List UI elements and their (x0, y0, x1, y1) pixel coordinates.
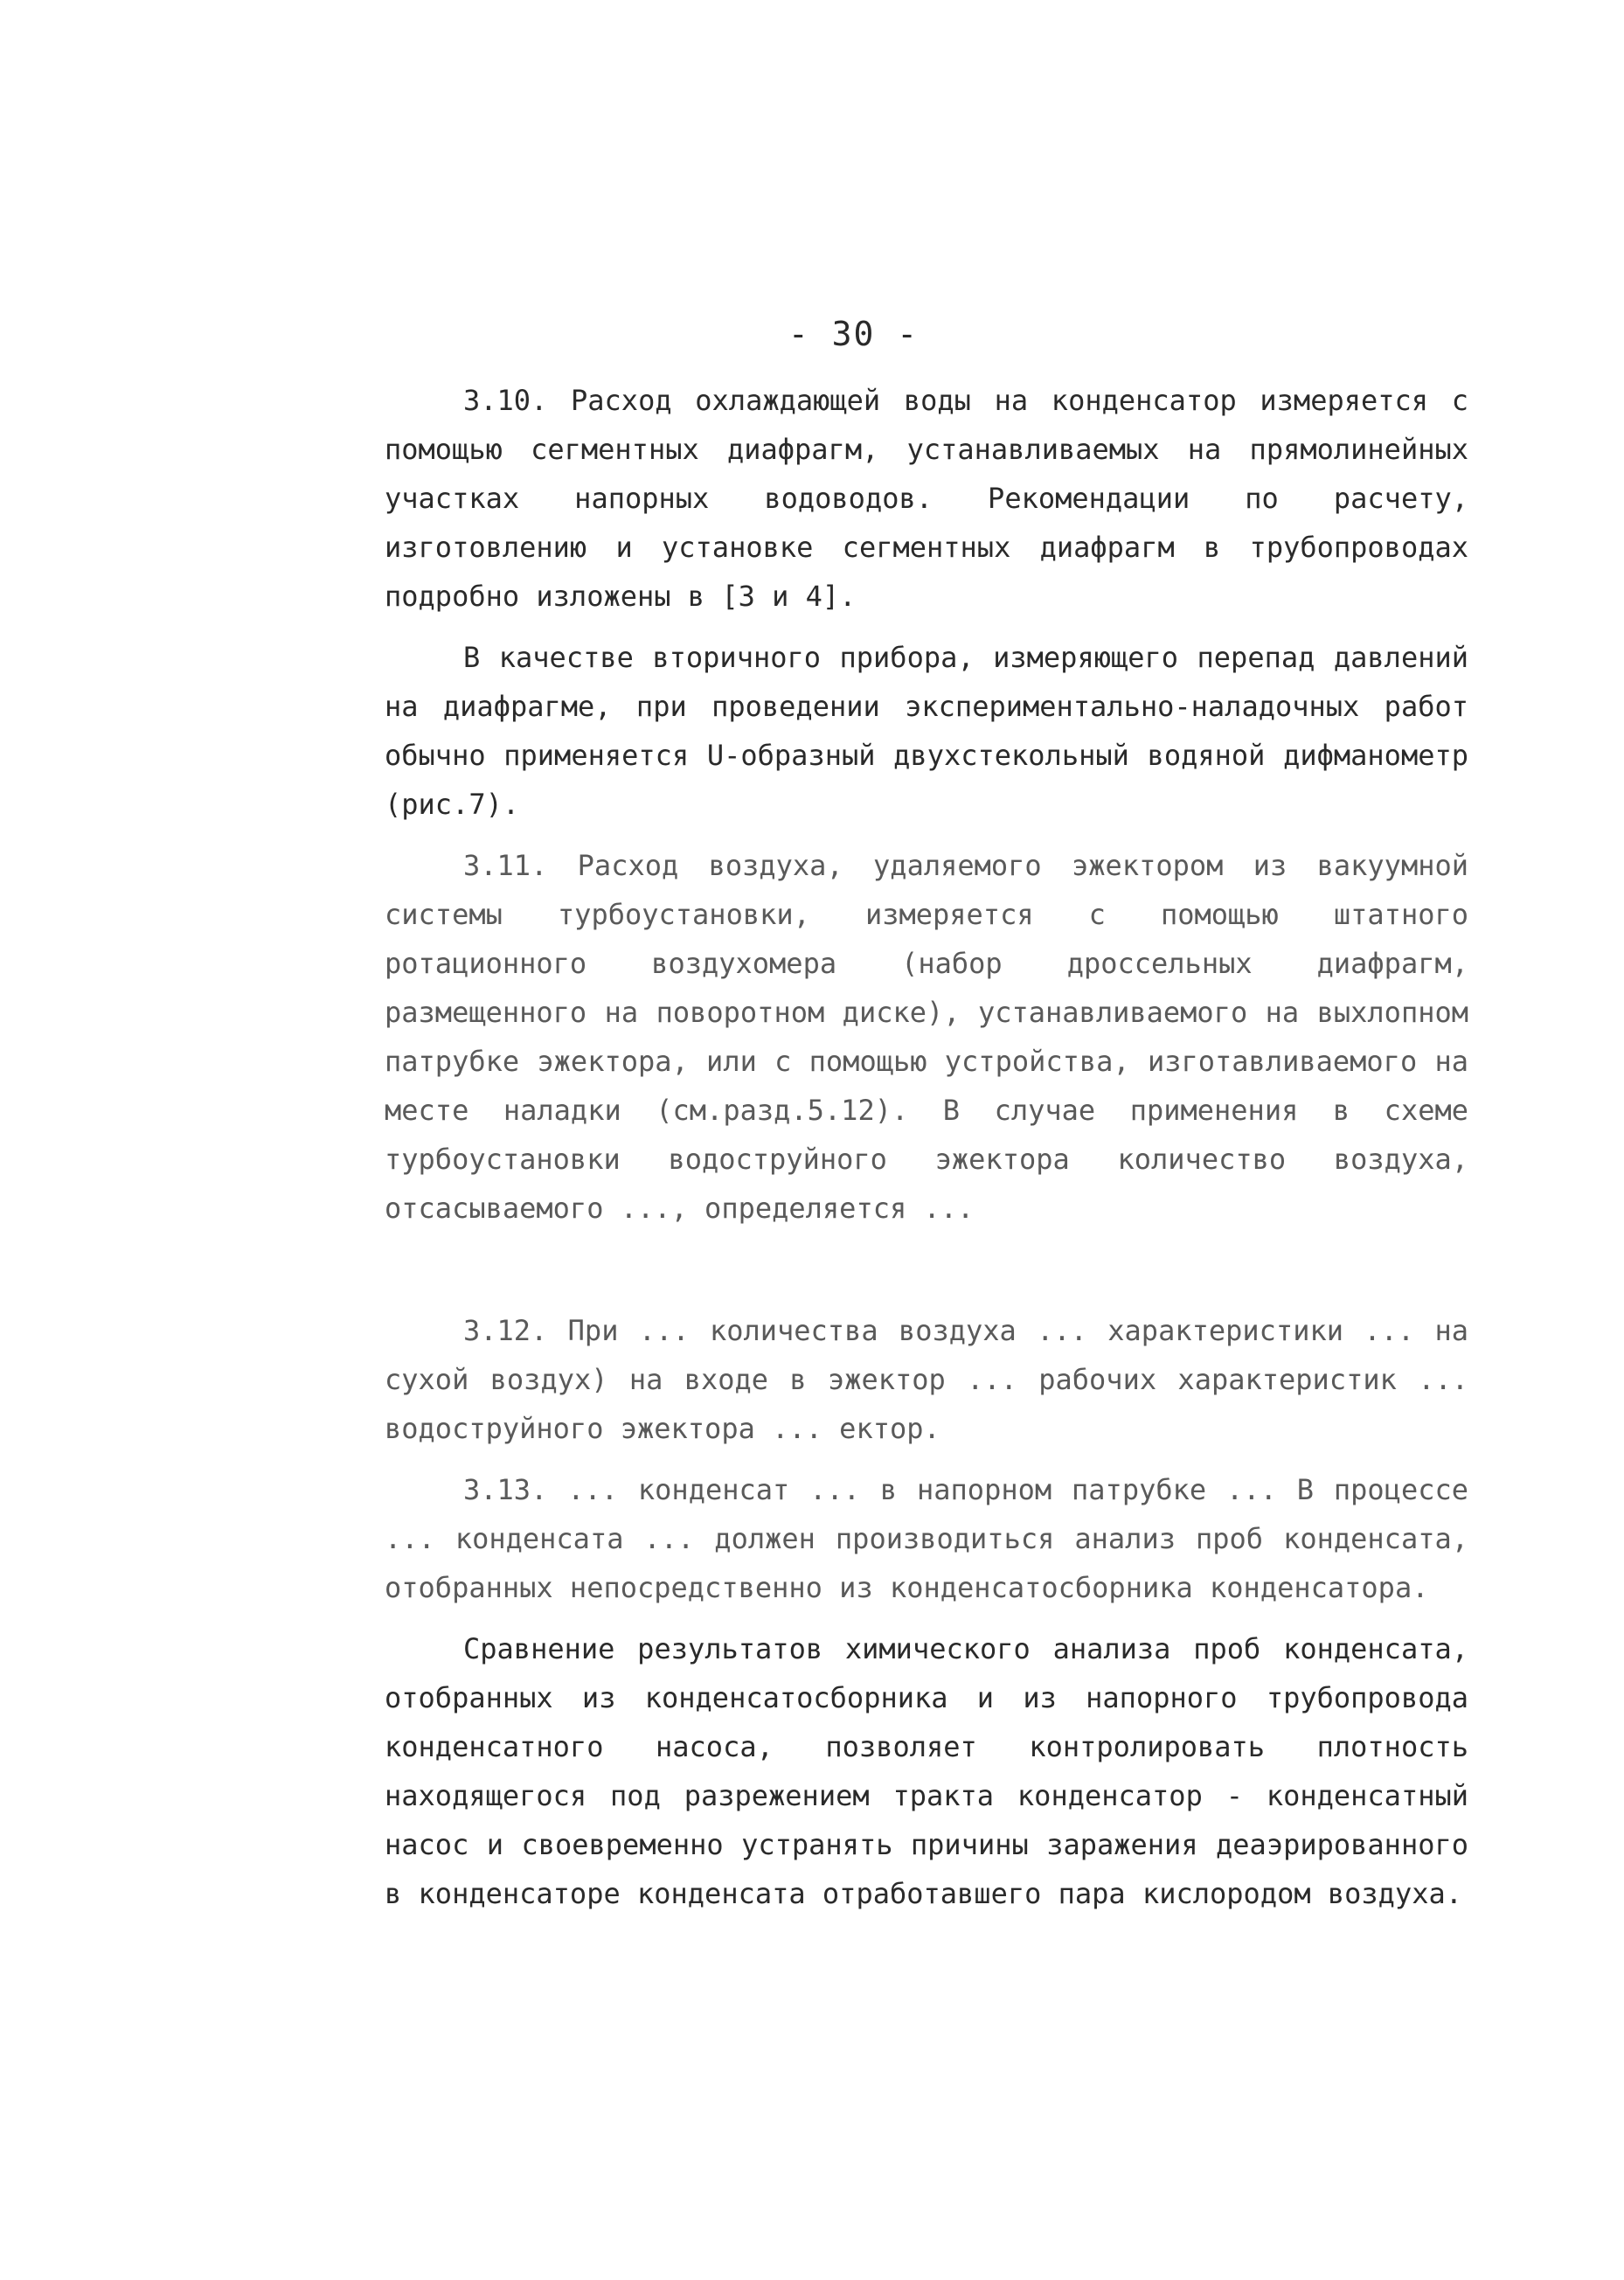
document-body (385, 376, 1468, 1918)
paragraph-3-12: 3.12. При ... количества воздуха ... характеристики ... на сухой воздух) на входе в эжектор ... рабочих характеристик ... водоструйного эжектора ... ектор. (385, 1314, 1468, 1445)
paragraph-3-13: 3.13. ... конденсат ... в напорном патрубке ... В процессе ... конденсата ... должен производиться анализ проб конденсата, отобранных непосредственно из конденсатосборника конденсатора. (385, 1473, 1468, 1604)
paragraph-3-10: 3.10. Расход охлаждающей воды на конденсатор измеряется с помощью сегментных диафрагм, устанавливаемых на прямолинейных участках напорных водоводов. Рекомендации по расчету, изготовлению и установке сегментных диафрагм в трубопроводах подробно изложены в [3 и 4]. (385, 384, 1468, 613)
paragraph-3-11: 3.11. Расход воздуха, удаляемого эжектором из вакуумной системы турбоустановки, измеряется с помощью штатного ротационного воздухомера (набор дроссельных диафрагм, размещенного на поворотном диске), устанавливаемого на выхлопном патрубке эжектора, или с помощью устройства, изготавливаемого на месте наладки (см.разд.5.12). В случае применения в схеме турбоустановки водоструйного эжектора количество воздуха, отсасываемого ..., определяется ... (385, 849, 1468, 1225)
page-number: - 30 - (788, 315, 920, 353)
paragraph-condensate-comparison: Сравнение результатов химического анализа проб конденсата, отобранных из конденсатосборника и из напорного трубопровода конденсатного насоса, позволяет контролировать плотность находящегося под разрежением тракта конденсатор - конденсатный насос и своевременно устранять причины заражения деаэрированного в конденсаторе конденсата отработавшего пара кислородом воздуха. (385, 1632, 1468, 1910)
paragraph-secondary-instrument: В качестве вторичного прибора, измеряющего перепад давлений на диафрагме, при проведении экспериментально-наладочных работ обычно применяется U-образный двухстекольный водяной дифманометр (рис.7). (385, 641, 1468, 821)
